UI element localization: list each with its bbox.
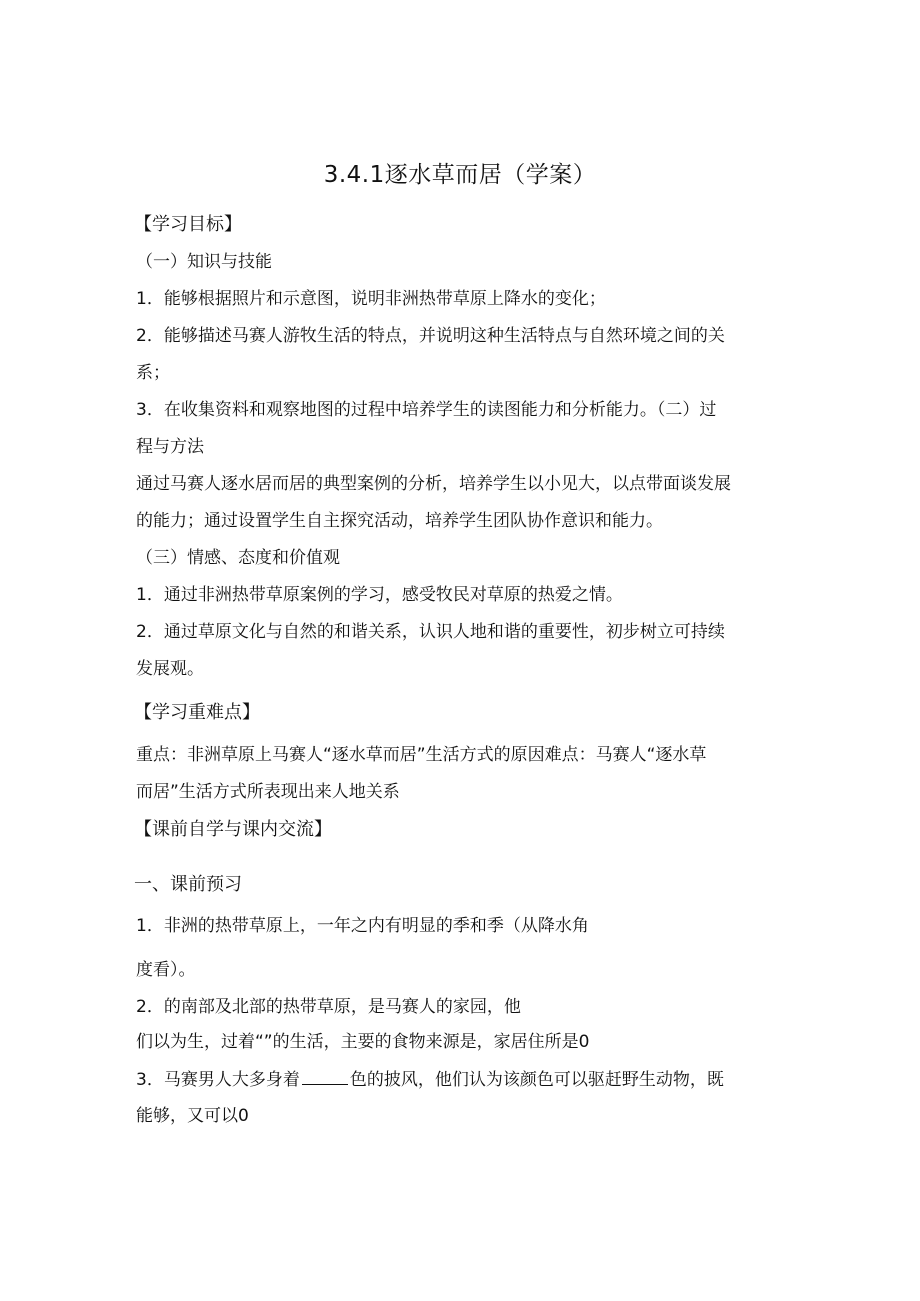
paragraph-line: 系；: [136, 363, 170, 383]
paragraph-line: 而居”生活方式所表现出来人地关系: [136, 782, 400, 802]
paragraph-line: 发展观。: [136, 659, 204, 679]
question-text: 3．马赛男人大多身着: [136, 1070, 300, 1090]
subheading-emotion-attitude-values: （三）情感、态度和价值观: [136, 548, 340, 568]
paragraph-line: 1．能够根据照片和示意图，说明非洲热带草原上降水的变化；: [136, 289, 606, 309]
question-line: 度看）。: [136, 960, 196, 980]
paragraph-line: 的能力；通过设置学生自主探究活动，培养学生团队协作意识和能力。: [136, 511, 663, 531]
question-text: 色的披风，他们认为该颜色可以驱赶野生动物，既: [349, 1070, 724, 1090]
paragraph-line: 2．通过草原文化与自然的和谐关系，认识人地和谐的重要性，初步树立可持续: [136, 622, 725, 642]
question-line: 们以为生，过着“”的生活，主要的食物来源是，家居住所是0: [136, 1032, 590, 1052]
section-heading-self-study-exchange: 【课前自学与课内交流】: [134, 819, 332, 840]
document-title: 3.4.1逐水草而居（学案）: [323, 162, 597, 188]
paragraph-line: 3．在收集资料和观察地图的过程中培养学生的读图能力和分析能力。（二）过: [136, 400, 717, 420]
fill-in-blank[interactable]: [302, 1068, 348, 1085]
question-line: 2．的南部及北部的热带草原，是马赛人的家园，他: [136, 997, 521, 1017]
paragraph-line: 程与方法: [136, 437, 204, 457]
paragraph-line: 通过马赛人逐水居而居的典型案例的分析，培养学生以小见大，以点带面谈发展: [136, 474, 731, 494]
paragraph-line: 2．能够描述马赛人游牧生活的特点，并说明这种生活特点与自然环境之间的关: [136, 326, 725, 346]
subheading-knowledge-skills: （一）知识与技能: [136, 252, 272, 272]
subheading-preview: 一、课前预习: [134, 874, 242, 895]
section-heading-learning-objectives: 【学习目标】: [134, 214, 242, 235]
paragraph-line: 1．通过非洲热带草原案例的学习，感受牧民对草原的热爱之情。: [136, 585, 623, 605]
paragraph-line: 重点：非洲草原上马赛人“逐水草而居”生活方式的原因难点：马赛人“逐水草: [136, 745, 707, 765]
question-line-with-blank: [136, 1068, 796, 1092]
section-heading-key-difficult-points: 【学习重难点】: [134, 702, 260, 723]
question-line: 能够，又可以0: [136, 1106, 249, 1126]
question-line: 1．非洲的热带草原上，一年之内有明显的季和季（从降水角: [136, 916, 589, 936]
